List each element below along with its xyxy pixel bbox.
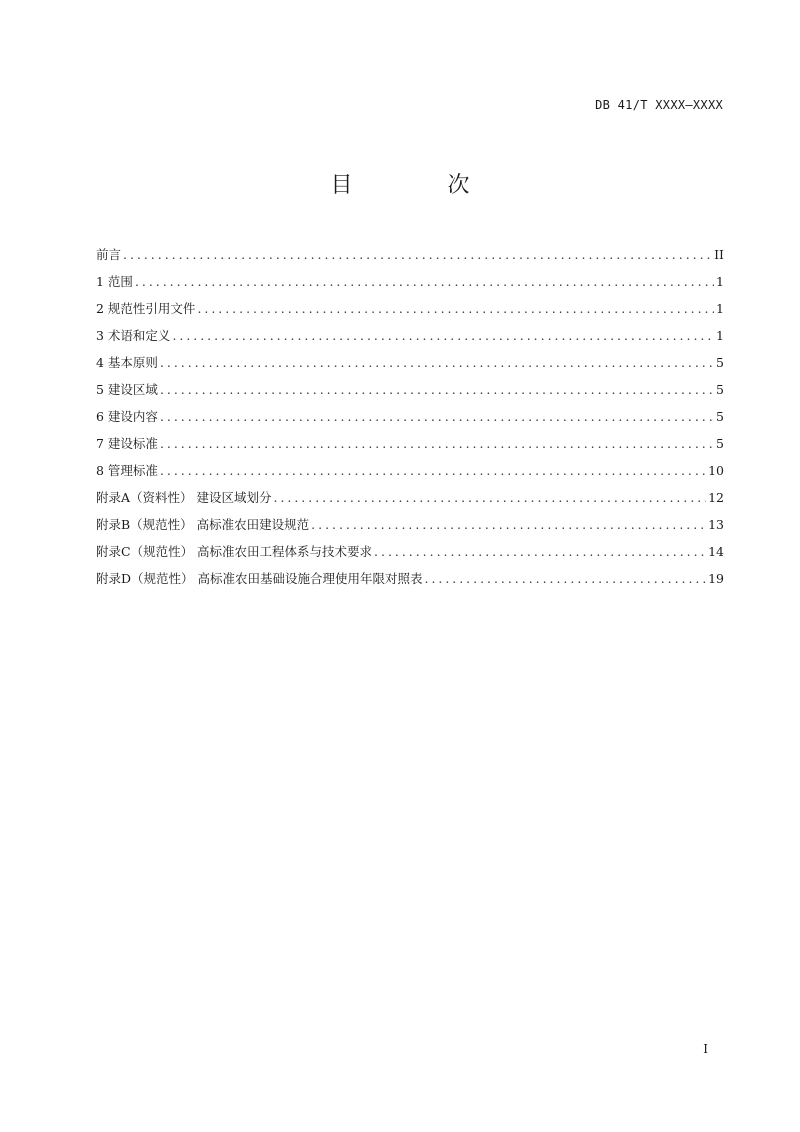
toc-entry-label: 6 建设内容: [96, 409, 158, 424]
toc-entry-page: 1: [716, 274, 724, 289]
toc-entry-label: 4 基本原则: [96, 355, 158, 370]
toc-entry-scope[interactable]: [96, 268, 724, 295]
toc-entry-label: 3 术语和定义: [96, 328, 171, 343]
toc-dot-leader: [374, 538, 706, 565]
toc-dot-leader: [274, 484, 707, 511]
toc-entry-label: 5 建设区域: [96, 382, 158, 397]
toc-entry-page: 14: [708, 544, 724, 559]
toc-dot-leader: [172, 322, 714, 349]
toc-dot-leader: [160, 349, 714, 376]
document-code: DB 41/T XXXX—XXXX: [595, 98, 723, 112]
toc-entry-page: 12: [708, 490, 724, 505]
table-of-contents: [96, 241, 724, 592]
toc-title: 目 次: [330, 173, 514, 198]
toc-entry-page: II: [714, 247, 724, 262]
toc-entry-page: 5: [716, 382, 724, 397]
toc-entry-page: 5: [716, 409, 724, 424]
toc-entry-page: 10: [708, 463, 724, 478]
toc-entry-label: 7 建设标准: [96, 436, 158, 451]
toc-entry-label: 前言: [96, 247, 122, 262]
toc-entry-label: 8 管理标准: [96, 463, 158, 478]
toc-entry-appendix-d[interactable]: [96, 565, 724, 592]
toc-dot-leader: [160, 430, 714, 457]
toc-dot-leader: [425, 565, 707, 592]
toc-entry-page: 1: [716, 301, 724, 316]
toc-dot-leader: [123, 241, 712, 268]
toc-dot-leader: [160, 457, 706, 484]
toc-entry-construction-standards[interactable]: [96, 430, 724, 457]
toc-dot-leader: [197, 295, 714, 322]
toc-entry-basic-principles[interactable]: [96, 349, 724, 376]
toc-entry-label: 2 规范性引用文件: [96, 301, 196, 316]
toc-entry-page: 13: [708, 517, 724, 532]
toc-entry-label: 附录D（规范性） 高标准农田基础设施合理使用年限对照表: [96, 571, 423, 586]
toc-entry-label: 附录B（规范性） 高标准农田建设规范: [96, 517, 310, 532]
toc-entry-foreword[interactable]: [96, 241, 724, 268]
toc-dot-leader: [311, 511, 706, 538]
toc-entry-label: 1 范围: [96, 274, 133, 289]
toc-entry-management-standards[interactable]: [96, 457, 724, 484]
toc-entry-construction-content[interactable]: [96, 403, 724, 430]
toc-entry-appendix-b[interactable]: [96, 511, 724, 538]
toc-entry-page: 1: [716, 328, 724, 343]
toc-entry-label: 附录C（规范性） 高标准农田工程体系与技术要求: [96, 544, 373, 559]
toc-entry-label: 附录A（资料性） 建设区域划分: [96, 490, 272, 505]
toc-entry-normative-references[interactable]: [96, 295, 724, 322]
toc-dot-leader: [160, 376, 714, 403]
toc-entry-page: 19: [708, 571, 724, 586]
toc-entry-construction-area[interactable]: [96, 376, 724, 403]
toc-entry-terms-definitions[interactable]: [96, 322, 724, 349]
toc-entry-page: 5: [716, 355, 724, 370]
toc-entry-appendix-c[interactable]: [96, 538, 724, 565]
page-number: I: [703, 1042, 708, 1056]
toc-dot-leader: [135, 268, 714, 295]
toc-entry-page: 5: [716, 436, 724, 451]
toc-entry-appendix-a[interactable]: [96, 484, 724, 511]
toc-dot-leader: [160, 403, 714, 430]
